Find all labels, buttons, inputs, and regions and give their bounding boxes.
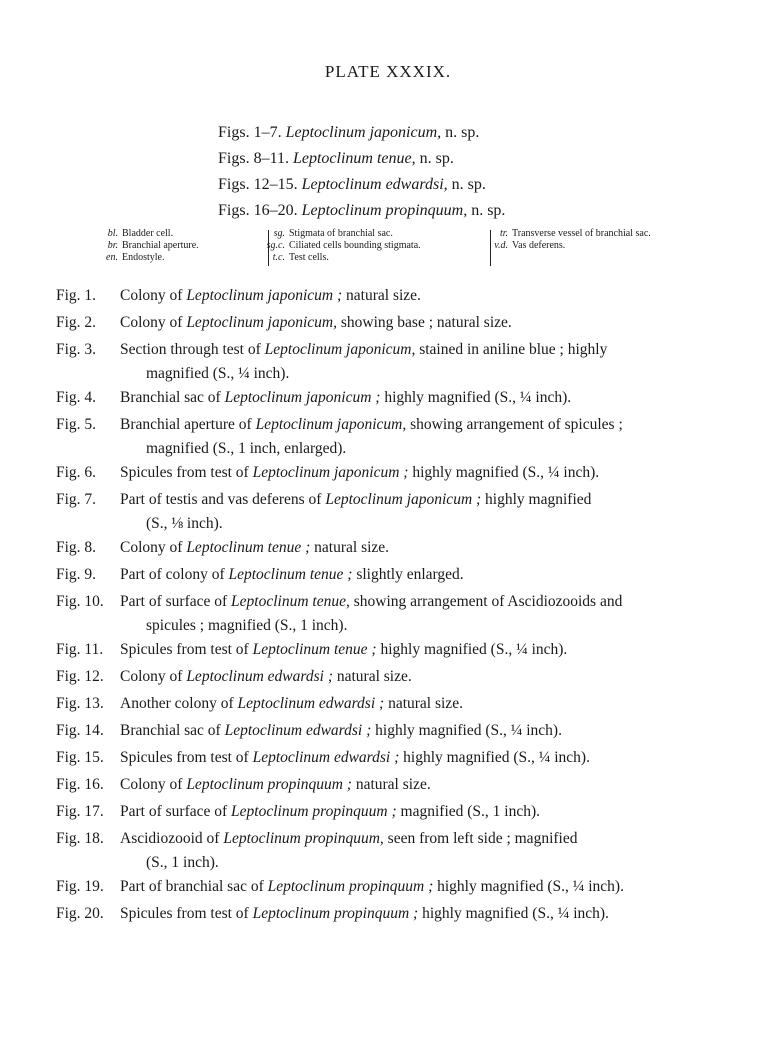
figure-entry [0, 284, 776, 311]
description-text: Spicules from test of [120, 464, 253, 481]
figure-description [120, 563, 720, 587]
figure-number: Fig. 4. [56, 389, 97, 406]
species-name: Leptoclinum propinquum, [223, 830, 384, 847]
figure-number: Fig. 10. [56, 593, 104, 610]
species-name: Leptoclinum edwardsi ; [224, 722, 372, 739]
figure-group [218, 120, 738, 146]
species-name: Leptoclinum propinquum ; [186, 776, 352, 793]
abbr-meaning: Vas deferens. [512, 240, 566, 251]
abbreviation-column-1 [98, 228, 199, 264]
species-name: Leptoclinum propinquum ; [231, 803, 397, 820]
description-text: magnified (S., 1 inch). [396, 803, 541, 820]
species-name: Leptoclinum propinquum ; [267, 878, 434, 895]
description-text: natural size. [384, 695, 463, 712]
figure-number: Fig. 14. [56, 722, 104, 739]
description-text: Part of testis and vas deferens of [120, 491, 326, 508]
description-text: highly magnified (S., ¼ inch). [408, 464, 600, 481]
figure-entry [0, 875, 776, 902]
description-text: highly magnified (S., ¼ inch). [380, 389, 572, 406]
abbr-key: br. [107, 240, 118, 251]
figure-description [120, 773, 720, 797]
figs-range: Figs. 12–15. [218, 176, 298, 193]
species-name: Leptoclinum japonicum ; [325, 491, 482, 508]
description-text: Colony of [120, 776, 187, 793]
figure-number: Fig. 2. [56, 314, 97, 331]
species-name: Leptoclinum propinquum, [301, 202, 468, 219]
description-text: highly magnified (S., ¼ inch). [376, 641, 568, 658]
figure-entry [0, 590, 776, 638]
figure-number: Fig. 6. [56, 464, 97, 481]
description-text: showing base ; natural size. [337, 314, 512, 331]
description-continuation: (S., 1 inch). [146, 854, 219, 871]
figure-number: Fig. 16. [56, 776, 104, 793]
description-text: Colony of [120, 314, 187, 331]
abbr-meaning: Transverse vessel of branchial sac. [512, 228, 651, 239]
description-continuation: magnified (S., 1 inch, enlarged). [146, 440, 347, 457]
description-text: showing arrangement of spicules ; [406, 416, 623, 433]
species-name: Leptoclinum japonicum, [264, 341, 416, 358]
figure-group [218, 198, 738, 224]
figure-number: Fig. 1. [56, 287, 97, 304]
species-name: Leptoclinum edwardsi ; [186, 668, 333, 685]
description-text: highly magnified [481, 491, 592, 508]
description-text: seen from left side ; magnified [383, 830, 578, 847]
figs-range: Figs. 8–11. [218, 150, 289, 167]
figure-description [120, 311, 720, 335]
figure-description [120, 746, 720, 770]
figure-entry [0, 827, 776, 875]
figure-entry [0, 665, 776, 692]
figure-entry [0, 719, 776, 746]
species-name: Leptoclinum tenue, [231, 593, 350, 610]
species-name: Leptoclinum edwardsi ; [252, 749, 400, 766]
abbr-key: sg.c. [266, 240, 285, 251]
figure-number: Fig. 20. [56, 905, 104, 922]
description-continuation: (S., ⅛ inch). [146, 515, 223, 532]
abbr-meaning: Test cells. [289, 252, 329, 263]
abbr-key: bl. [107, 228, 118, 239]
figure-description [120, 338, 720, 386]
description-text: slightly enlarged. [352, 566, 464, 583]
figure-number: Fig. 18. [56, 830, 104, 847]
description-text: Colony of [120, 287, 187, 304]
species-name: Leptoclinum japonicum, [255, 416, 407, 433]
abbr-meaning: Bladder cell. [122, 228, 174, 239]
figure-number: Fig. 9. [56, 566, 97, 583]
abbreviation-column-3 [488, 228, 651, 252]
description-text: highly magnified (S., ¼ inch). [418, 905, 609, 922]
species-name: Leptoclinum tenue, [292, 150, 416, 167]
figure-entry [0, 461, 776, 488]
figure-entry [0, 311, 776, 338]
figure-description [120, 902, 720, 926]
figure-entry [0, 638, 776, 665]
description-text: highly magnified (S., ¼ inch). [399, 749, 590, 766]
figure-entry [0, 488, 776, 536]
figure-description [120, 827, 720, 875]
figure-number: Fig. 17. [56, 803, 104, 820]
figure-number: Fig. 8. [56, 539, 97, 556]
abbr-meaning: Ciliated cells bounding stigmata. [289, 240, 421, 251]
figure-entry [0, 413, 776, 461]
abbr-key: v.d. [494, 240, 508, 251]
figure-entry [0, 563, 776, 590]
description-text: natural size. [351, 776, 431, 793]
abbreviation-column-2 [265, 228, 421, 264]
figure-description [120, 665, 720, 689]
figure-number: Fig. 15. [56, 749, 104, 766]
figure-number: Fig. 12. [56, 668, 104, 685]
figure-description [120, 461, 720, 485]
figure-group [218, 146, 738, 172]
description-continuation: spicules ; magnified (S., 1 inch). [146, 617, 348, 634]
figure-entry [0, 692, 776, 719]
figure-description [120, 719, 720, 743]
description-text: Part of branchial sac of [120, 878, 268, 895]
description-text: Spicules from test of [120, 905, 253, 922]
plate-title: PLATE XXXIX. [324, 62, 452, 81]
species-note: n. sp. [451, 176, 486, 193]
figure-entry [0, 386, 776, 413]
figure-number: Fig. 11. [56, 641, 104, 658]
description-text: Colony of [120, 539, 187, 556]
species-note: n. sp. [471, 202, 506, 219]
species-name: Leptoclinum japonicum ; [186, 287, 343, 304]
figure-list [0, 284, 776, 929]
description-text: Branchial sac of [120, 722, 225, 739]
species-name: Leptoclinum japonicum ; [252, 464, 409, 481]
abbr-key: sg. [273, 228, 285, 239]
description-text: Colony of [120, 668, 187, 685]
species-name: Leptoclinum tenue ; [228, 566, 353, 583]
figure-entry [0, 536, 776, 563]
description-text: Branchial aperture of [120, 416, 256, 433]
figure-description [120, 875, 720, 899]
abbr-key: tr. [499, 228, 508, 239]
figure-groups [218, 120, 738, 224]
figure-description [120, 590, 720, 638]
species-name: Leptoclinum japonicum, [285, 124, 442, 141]
figure-description [120, 800, 720, 824]
description-text: Branchial sac of [120, 389, 225, 406]
figure-group [218, 172, 738, 198]
abbr-meaning: Branchial aperture. [122, 240, 199, 251]
species-name: Leptoclinum propinquum ; [252, 905, 419, 922]
figure-entry [0, 338, 776, 386]
figure-description [120, 284, 720, 308]
figure-description [120, 692, 720, 716]
description-text: Part of colony of [120, 566, 229, 583]
abbr-meaning: Stigmata of branchial sac. [289, 228, 393, 239]
species-name: Leptoclinum japonicum, [186, 314, 337, 331]
figure-number: Fig. 5. [56, 416, 97, 433]
description-text: highly magnified (S., ¼ inch). [371, 722, 562, 739]
figure-number: Fig. 7. [56, 491, 97, 508]
figs-range: Figs. 1–7. [218, 124, 282, 141]
figure-entry [0, 800, 776, 827]
figure-number: Fig. 19. [56, 878, 104, 895]
description-text: Spicules from test of [120, 749, 253, 766]
figure-entry [0, 773, 776, 800]
description-continuation: magnified (S., ¼ inch). [146, 365, 290, 382]
description-text: highly magnified (S., ¼ inch). [433, 878, 624, 895]
description-text: natural size. [342, 287, 421, 304]
species-name: Leptoclinum edwardsi ; [237, 695, 385, 712]
figure-description [120, 536, 720, 560]
description-text: Ascidiozooid of [120, 830, 224, 847]
species-note: n. sp. [419, 150, 454, 167]
figure-description [120, 488, 720, 536]
description-text: showing arrangement of Ascidiozooids and [349, 593, 623, 610]
description-text: natural size. [310, 539, 390, 556]
figs-range: Figs. 16–20. [218, 202, 298, 219]
species-name: Leptoclinum tenue ; [186, 539, 311, 556]
description-text: Another colony of [120, 695, 238, 712]
abbr-key: t.c. [272, 252, 285, 263]
figure-description [120, 638, 720, 662]
figure-description [120, 413, 720, 461]
species-note: n. sp. [445, 124, 480, 141]
description-text: Part of surface of [120, 593, 232, 610]
abbr-key: en. [106, 252, 118, 263]
figure-description [120, 386, 720, 410]
description-text: Part of surface of [120, 803, 232, 820]
figure-number: Fig. 3. [56, 341, 97, 358]
description-text: Section through test of [120, 341, 265, 358]
description-text: Spicules from test of [120, 641, 253, 658]
description-text: natural size. [332, 668, 412, 685]
species-name: Leptoclinum edwardsi, [301, 176, 448, 193]
description-text: stained in aniline blue ; highly [415, 341, 608, 358]
species-name: Leptoclinum japonicum ; [224, 389, 381, 406]
figure-entry [0, 746, 776, 773]
abbr-meaning: Endostyle. [122, 252, 165, 263]
figure-number: Fig. 13. [56, 695, 104, 712]
figure-entry [0, 902, 776, 929]
species-name: Leptoclinum tenue ; [252, 641, 377, 658]
